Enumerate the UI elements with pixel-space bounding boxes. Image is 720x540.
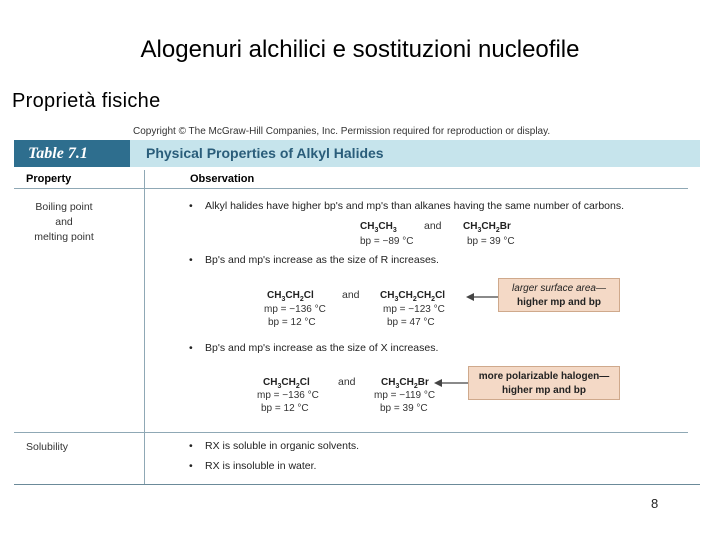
table-title: Physical Properties of Alkyl Halides xyxy=(146,145,384,161)
and-label: and xyxy=(342,289,360,301)
value-mp-chloroethane: mp = −136 °C xyxy=(264,304,326,315)
and-label: and xyxy=(338,376,356,388)
bullet-insoluble-water: • RX is insoluble in water. xyxy=(205,460,316,472)
value-mp-bromoethane: mp = −119 °C xyxy=(374,390,436,401)
table-bottom-border xyxy=(14,484,700,485)
formula-chloroethane: $CH_3CH_2Cl$ xyxy=(267,290,314,303)
formula-bromoethane: $CH_3CH_2Br$ xyxy=(381,377,429,390)
header-divider xyxy=(14,188,688,189)
bullet-soluble-organic: • RX is soluble in organic solvents. xyxy=(205,440,359,452)
callout-surface-area: larger surface area— higher mp and bp xyxy=(498,278,620,312)
value-bp-bromoethane: bp = 39 °C xyxy=(380,403,428,414)
and-label: and xyxy=(424,220,442,232)
value-bp-bromoethane: bp = 39 °C xyxy=(467,236,515,247)
slide-subtitle: Proprietà fisiche xyxy=(12,90,161,112)
property-solubility: Solubility xyxy=(26,441,69,453)
alkyl-halides-table xyxy=(14,140,700,485)
callout-polarizable-halogen: more polarizable halogen— higher mp and bp xyxy=(468,366,620,400)
formula-bromoethane: $CH_3CH_2Br$ xyxy=(463,221,511,234)
slide-title: Alogenuri alchilici e sostituzioni nucleofile xyxy=(140,36,580,63)
bullet-size-of-r: • Bp's and mp's increase as the size of R increases. xyxy=(205,254,439,266)
page-number: 8 xyxy=(651,496,659,511)
column-header-observation: Observation xyxy=(190,173,255,185)
bullet-size-of-x: • Bp's and mp's increase as the size of X increases. xyxy=(205,342,438,354)
value-mp-chloropropane: mp = −123 °C xyxy=(383,304,445,315)
table-header-band xyxy=(14,140,700,167)
property-bp-mp: Boiling point and melting point xyxy=(34,201,94,243)
formula-ethane: $CH_3CH_3$ xyxy=(360,221,397,234)
formula-chloropropane: $CH_3CH_2CH_2Cl$ xyxy=(380,290,446,303)
bullet-higher-bp: • Alkyl halides have higher bp's and mp's than alkanes having the same number of carbons. xyxy=(205,200,624,212)
formula-chloroethane: $CH_3CH_2Cl$ xyxy=(263,377,310,390)
value-bp-chloroethane: bp = 12 °C xyxy=(268,317,316,328)
value-bp-chloroethane: bp = 12 °C xyxy=(261,403,309,414)
arrow-left-icon xyxy=(464,290,500,304)
copyright-notice: Copyright © The McGraw-Hill Companies, Inc. Permission required for reproduction or display. xyxy=(133,126,551,137)
value-bp-ethane: bp = −89 °C xyxy=(360,236,414,247)
column-divider xyxy=(144,170,145,485)
row-divider xyxy=(14,432,688,433)
value-mp-chloroethane: mp = −136 °C xyxy=(257,390,319,401)
table-number: Table 7.1 xyxy=(14,140,130,167)
value-bp-chloropropane: bp = 47 °C xyxy=(387,317,435,328)
column-header-property: Property xyxy=(26,173,72,185)
